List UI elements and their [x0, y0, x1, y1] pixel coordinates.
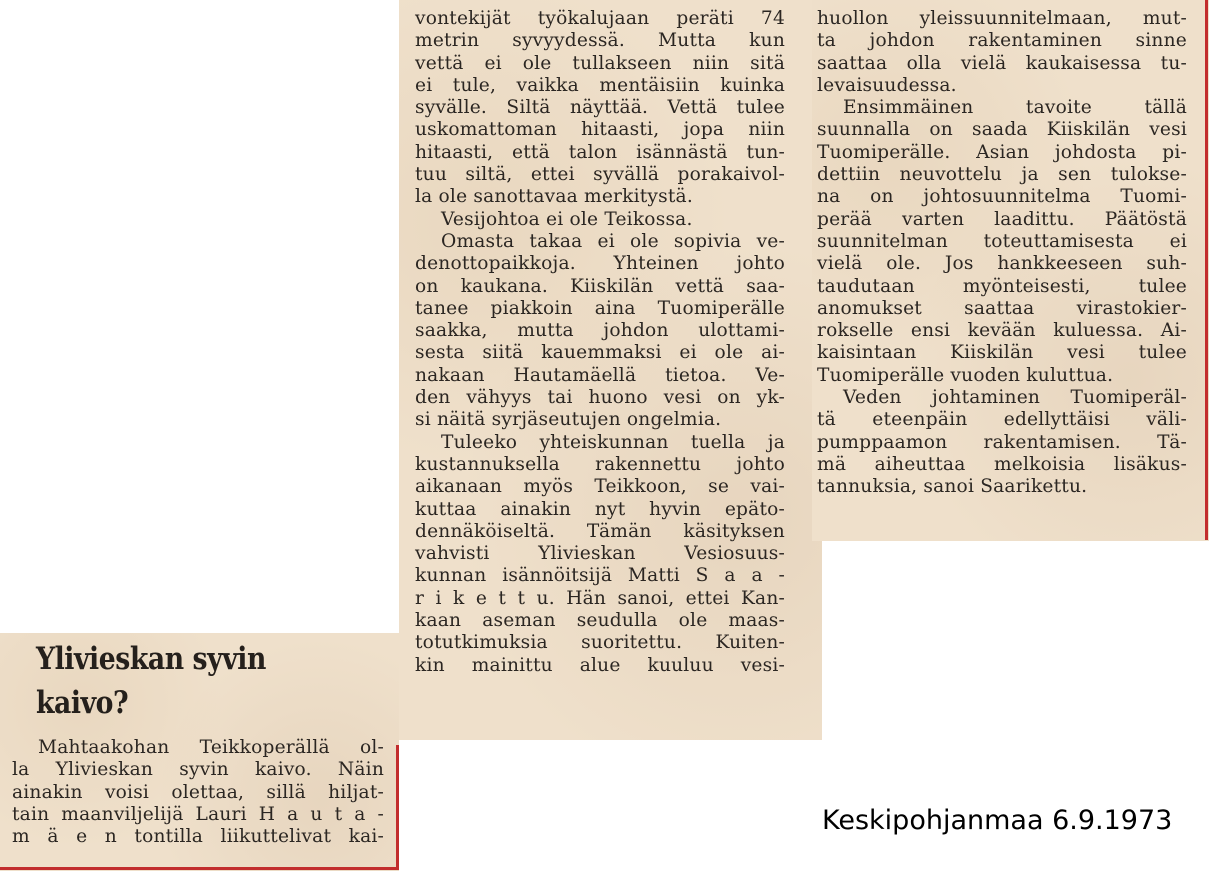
- main-line: kuttaa ainakin nyt hyvin epäto-: [415, 498, 785, 520]
- main-line: totutkimuksia suoritettu. Kuiten-: [415, 632, 785, 654]
- main-line: saakka, mutta johdon ulottami-: [415, 320, 785, 342]
- edge-red-line: [1205, 0, 1208, 540]
- main-body: [415, 8, 785, 677]
- main-line: on kaukana. Kiiskilän vettä saa-: [415, 275, 785, 297]
- main-line: kunnan isännöitsijä Matti S a a -: [415, 565, 785, 587]
- right-line: na on johtosuunnitelma Tuomi-: [817, 186, 1187, 208]
- right-line: ta johdon rakentaminen sinne: [817, 30, 1187, 52]
- main-line: sesta siitä kauemmaksi ei ole ai-: [415, 342, 785, 364]
- right-line: tä eteenpäin edellyttäisi väli-: [817, 409, 1187, 431]
- headline-line-1: Ylivieskan syvin: [36, 641, 266, 677]
- left-line: tain maanviljelijä Lauri H a u t a -: [12, 803, 384, 825]
- main-line: syvälle. Siltä näyttää. Vettä tulee: [415, 97, 785, 119]
- main-line: tanee piakkoin aina Tuomiperälle: [415, 297, 785, 319]
- main-line: ei tule, vaikka mentäisiin kuinka: [415, 74, 785, 96]
- main-line: uskomattoman hitaasti, jopa niin: [415, 119, 785, 141]
- right-line: Tuomiperälle. Asian johdosta pi-: [817, 141, 1187, 163]
- main-line: dennäköiseltä. Tämän käsityksen: [415, 520, 785, 542]
- main-line: denottopaikkoja. Yhteinen johto: [415, 253, 785, 275]
- main-line: r i k e t t u. Hän sanoi, ettei Kan-: [415, 587, 785, 609]
- main-line: hitaasti, että talon isännästä tun-: [415, 141, 785, 163]
- main-line: si näitä syrjäseutujen ongelmia.: [415, 409, 722, 431]
- right-line: huollon yleissuunnitelmaan, mut-: [817, 8, 1187, 29]
- right-body: [817, 8, 1187, 499]
- left-line: ainakin voisi olettaa, sillä hiljat-: [12, 781, 384, 803]
- right-line: Veden johtaminen Tuomiperäl-: [843, 387, 1187, 409]
- edge-red-line: [396, 745, 399, 870]
- main-line: vahvisti Ylivieskan Vesiosuus-: [415, 543, 785, 565]
- right-line: Tuomiperälle vuoden kuluttua.: [817, 364, 1114, 386]
- right-line: levaisuudessa.: [817, 74, 957, 96]
- main-line: kin mainittu alue kuuluu vesi-: [415, 654, 785, 676]
- main-line: vettä ei ole tullakseen niin sitä: [415, 52, 785, 74]
- headline-line-2: kaivo?: [36, 685, 129, 721]
- main-line: la ole sanottavaa merkitystä.: [415, 186, 693, 208]
- right-line: tannuksia, sanoi Saarikettu.: [817, 476, 1088, 498]
- right-line: suunnitelman toteuttamisesta ei: [817, 230, 1187, 252]
- right-line: mä aiheuttaa melkoisia lisäkus-: [817, 453, 1187, 475]
- right-line: pumppaamon rakentamisen. Tä-: [817, 431, 1187, 453]
- right-line: dettiin neuvottelu ja sen tulokse-: [817, 164, 1187, 186]
- right-line: perää varten laadittu. Päätöstä: [817, 208, 1187, 230]
- left-line: la Ylivieskan syvin kaivo. Näin: [12, 759, 384, 781]
- edge-red-line: [0, 867, 399, 870]
- main-line: kaan aseman seudulla ole maas-: [415, 610, 785, 632]
- right-line: Ensimmäinen tavoite tällä: [843, 97, 1187, 119]
- main-line: vontekijät työkalujaan peräti 74: [415, 8, 785, 29]
- main-line: Vesijohtoa ei ole Teikossa.: [441, 208, 693, 230]
- right-line: vielä ole. Jos hankkeeseen suh-: [817, 253, 1187, 275]
- left-body: [12, 737, 384, 848]
- source-caption: Keskipohjanmaa 6.9.1973: [822, 805, 1173, 836]
- main-line: Omasta takaa ei ole sopivia ve-: [441, 230, 785, 252]
- main-line: nakaan Hautamäellä tietoa. Ve-: [415, 364, 785, 386]
- clip-main: [399, 0, 822, 740]
- right-line: rokselle ensi kevään kuluessa. Ai-: [817, 320, 1187, 342]
- main-line: Tuleeko yhteiskunnan tuella ja: [441, 431, 785, 453]
- right-line: suunnalla on saada Kiiskilän vesi: [817, 119, 1187, 141]
- main-line: tuu siltä, ettei syvällä porakaivol-: [415, 164, 785, 186]
- right-line: anomukset saattaa virastokier-: [817, 297, 1187, 319]
- right-line: saattaa olla vielä kaukaisessa tu-: [817, 52, 1187, 74]
- clip-right: [812, 0, 1209, 541]
- right-line: taudutaan myönteisesti, tulee: [817, 275, 1187, 297]
- left-line: Mahtaakohan Teikkoperällä ol-: [38, 737, 384, 758]
- main-line: metrin syvyydessä. Mutta kun: [415, 30, 785, 52]
- main-line: den vähyys tai huono vesi on yk-: [415, 387, 785, 409]
- main-line: aikanaan myös Teikkoon, se vai-: [415, 476, 785, 498]
- main-line: kustannuksella rakennettu johto: [415, 453, 785, 475]
- clip-left: [0, 633, 399, 871]
- right-line: kaisintaan Kiiskilän vesi tulee: [817, 342, 1187, 364]
- left-line: m ä e n tontilla liikuttelivat kai-: [12, 826, 384, 848]
